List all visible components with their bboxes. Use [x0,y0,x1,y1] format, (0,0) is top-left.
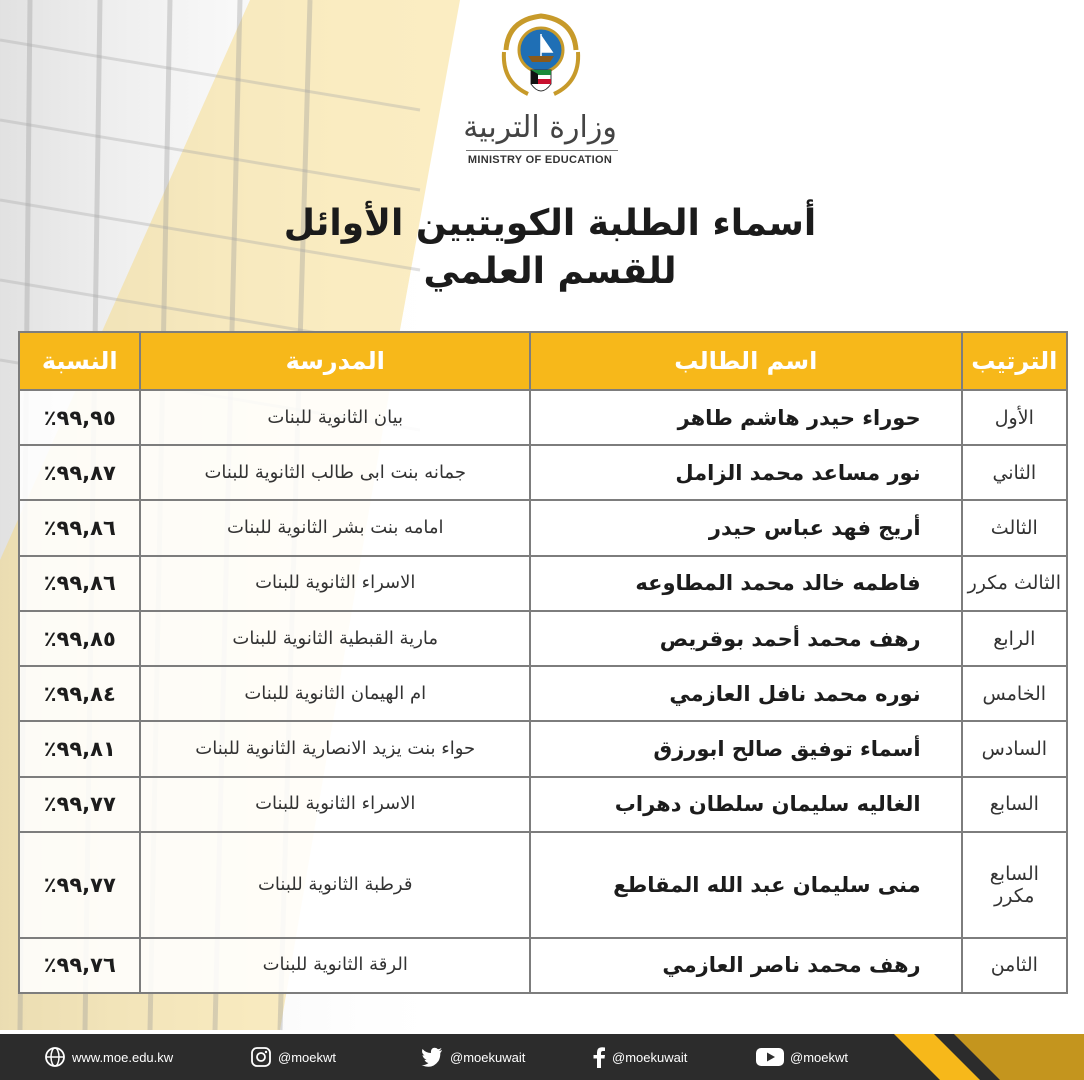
header-percentage: النسبة [19,332,140,390]
title-line-1: أسماء الطلبة الكويتيين الأوائل [283,203,817,244]
school-cell: مارية القبطية الثانوية للبنات [140,611,529,666]
title-line-2: للقسم العلمي [423,251,677,292]
table-row [19,500,1067,555]
twitter-link[interactable] [420,1045,525,1069]
facebook-link[interactable] [592,1045,687,1069]
globe-icon [44,1046,66,1068]
facebook-icon [592,1046,606,1068]
rank-cell: الخامس [962,666,1067,721]
social-footer [0,1034,1084,1080]
ministry-divider [466,150,618,151]
percentage-cell: ٩٩,٨٦٪ [19,556,140,611]
student-name-cell: نوره محمد نافل العازمي [530,666,962,721]
student-name-cell: رهف محمد أحمد بوقريص [530,611,962,666]
percentage-cell: ٩٩,٨٦٪ [19,500,140,555]
ministry-name-arabic: وزارة التربية [463,110,617,145]
twitter-handle: @moekuwait [450,1049,526,1065]
student-name-cell: رهف محمد ناصر العازمي [530,938,962,993]
top-students-table [18,331,1068,994]
school-cell: جمانه بنت ابى طالب الثانوية للبنات [140,445,529,500]
school-cell: الاسراء الثانوية للبنات [140,777,529,832]
instagram-handle: @moekwt [278,1049,336,1065]
school-cell: الاسراء الثانوية للبنات [140,556,529,611]
table-row [19,445,1067,500]
rank-cell: السادس [962,721,1067,776]
header-rank: الترتيب [962,332,1067,390]
rank-cell: الثالث [962,500,1067,555]
header-student-name: اسم الطالب [530,332,962,390]
twitter-icon [420,1046,444,1068]
footer-accent-stripes [894,1034,1084,1080]
rank-cell: الثامن [962,938,1067,993]
school-cell: امامه بنت بشر الثانوية للبنات [140,500,529,555]
youtube-icon [756,1047,784,1067]
website-text: www.moe.edu.kw [72,1049,174,1065]
table-row [19,777,1067,832]
rank-cell: الثالث مكرر [962,556,1067,611]
student-name-cell: فاطمه خالد محمد المطاوعه [530,556,962,611]
student-name-cell: أريج فهد عباس حيدر [530,500,962,555]
school-cell: بيان الثانوية للبنات [140,390,529,445]
percentage-cell: ٩٩,٧٧٪ [19,777,140,832]
student-name-cell: نور مساعد محمد الزامل [530,445,962,500]
school-cell: ام الهيمان الثانوية للبنات [140,666,529,721]
student-name-cell: الغاليه سليمان سلطان دهراب [530,777,962,832]
page-title [200,200,900,296]
table-row [19,832,1067,938]
table-row [19,611,1067,666]
table-row [19,938,1067,993]
website-link[interactable] [44,1045,173,1069]
school-cell: حواء بنت يزيد الانصارية الثانوية للبنات [140,721,529,776]
rank-cell: الأول [962,390,1067,445]
percentage-cell: ٩٩,٧٧٪ [19,832,140,938]
table-row [19,721,1067,776]
table-row [19,390,1067,445]
rank-cell: الرابع [962,611,1067,666]
youtube-link[interactable] [756,1045,848,1069]
percentage-cell: ٩٩,٩٥٪ [19,390,140,445]
youtube-handle: @moekwt [790,1049,848,1065]
table-header-row [19,332,1067,390]
kuwait-emblem-logo [498,12,584,104]
rank-cell: السابع [962,777,1067,832]
rank-cell: الثاني [962,445,1067,500]
ministry-name-english: MINISTRY OF EDUCATION [467,154,613,166]
percentage-cell: ٩٩,٨٥٪ [19,611,140,666]
instagram-link[interactable] [250,1045,336,1069]
percentage-cell: ٩٩,٧٦٪ [19,938,140,993]
student-name-cell: أسماء توفيق صالح ابورزق [530,721,962,776]
table-row [19,666,1067,721]
school-cell: قرطبة الثانوية للبنات [140,832,529,938]
school-cell: الرقة الثانوية للبنات [140,938,529,993]
student-name-cell: منى سليمان عبد الله المقاطع [530,832,962,938]
percentage-cell: ٩٩,٨١٪ [19,721,140,776]
student-name-cell: حوراء حيدر هاشم طاهر [530,390,962,445]
percentage-cell: ٩٩,٨٧٪ [19,445,140,500]
table-row [19,556,1067,611]
percentage-cell: ٩٩,٨٤٪ [19,666,140,721]
facebook-handle: @moekuwait [612,1049,688,1065]
rank-cell: السابع مكرر [962,832,1067,938]
instagram-icon [250,1046,272,1068]
header-school: المدرسة [140,332,529,390]
